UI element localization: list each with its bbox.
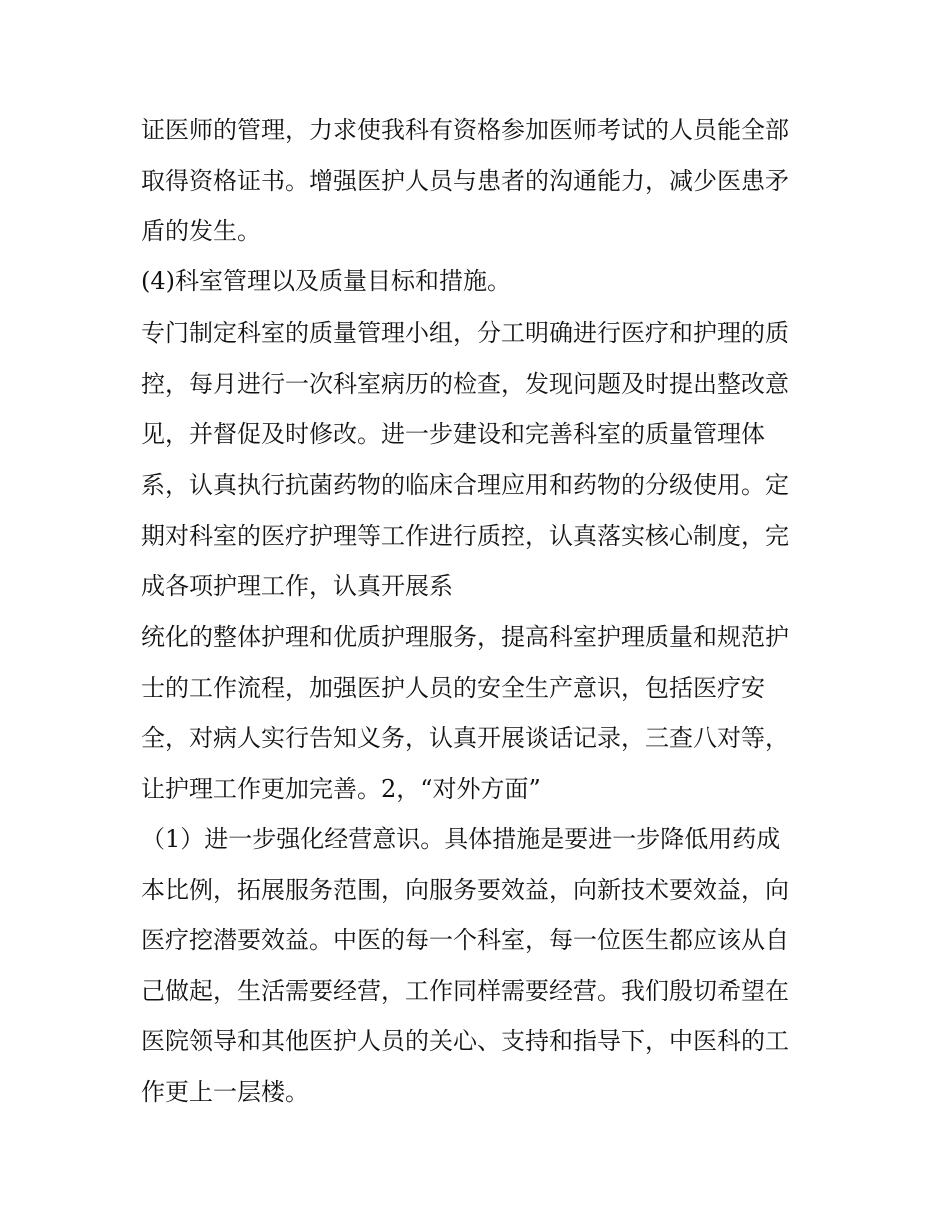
text-line-2: 取得资格证书。增强医护人员与患者的沟通能力，减少医患矛 bbox=[141, 167, 789, 195]
text-line-9: 期对科室的医疗护理等工作进行质控，认真落实核心制度，完 bbox=[141, 522, 789, 550]
text-line-8: 系，认真执行抗菌药物的临床合理应用和药物的分级使用。定 bbox=[141, 471, 789, 499]
text-line-19: 医院领导和其他医护人员的关心、支持和指导下，中医科的工 bbox=[141, 1027, 789, 1055]
text-line-17: 医疗挖潜要效益。中医的每一个科室，每一位医生都应该从自 bbox=[141, 926, 789, 954]
text-line-16: 本比例，拓展服务范围，向服务要效益，向新技术要效益，向 bbox=[141, 876, 789, 904]
text-line-3: 盾的发生。 bbox=[141, 217, 261, 245]
text-line-5: 专门制定科室的质量管理小组，分工明确进行医疗和护理的质 bbox=[141, 319, 789, 347]
text-line-14: 让护理工作更加完善。2，“对外方面” bbox=[141, 775, 541, 803]
text-line-12: 士的工作流程，加强医护人员的安全生产意识，包括医疗安 bbox=[141, 674, 765, 702]
text-line-7: 见，并督促及时修改。进一步建设和完善科室的质量管理体 bbox=[141, 420, 765, 448]
text-line-20: 作更上一层楼。 bbox=[141, 1078, 309, 1106]
text-line-18: 己做起，生活需要经营，工作同样需要经营。我们殷切希望在 bbox=[141, 977, 789, 1005]
text-line-6: 控，每月进行一次科室病历的检查，发现问题及时提出整改意 bbox=[141, 370, 789, 398]
text-line-13: 全，对病人实行告知义务，认真开展谈话记录，三查八对等， bbox=[141, 724, 789, 752]
text-line-15: （1）进一步强化经营意识。具体措施是要进一步降低用药成 bbox=[141, 825, 781, 853]
section-heading: (4)科室管理以及质量目标和措施。 bbox=[141, 267, 511, 295]
text-line-11: 统化的整体护理和优质护理服务，提高科室护理质量和规范护 bbox=[141, 623, 789, 651]
text-line-1: 证医师的管理，力求使我科有资格参加医师考试的人员能全部 bbox=[141, 116, 789, 144]
text-line-10: 成各项护理工作，认真开展系 bbox=[141, 572, 453, 600]
